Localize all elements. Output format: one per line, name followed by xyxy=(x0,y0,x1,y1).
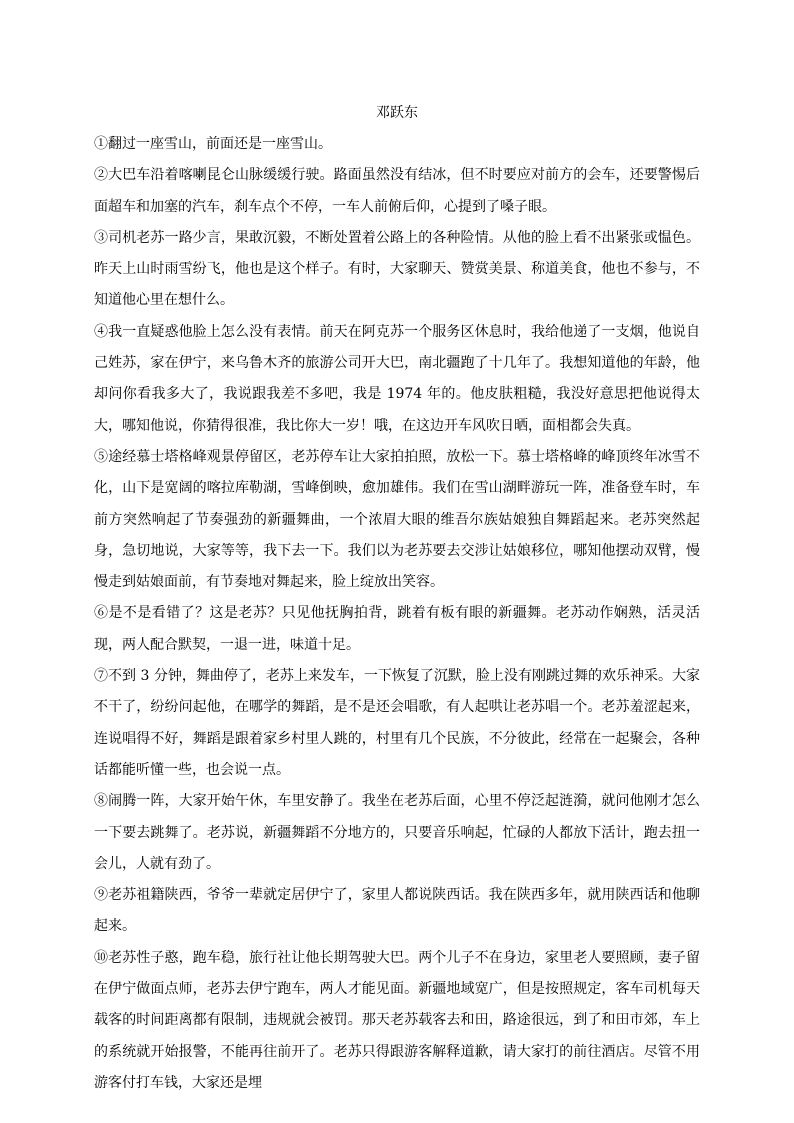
paragraph-3: ③司机老苏一路少言，果敢沉毅，不断处置着公路上的各种险情。从他的脸上看不出紧张或愠色。昨天上山时雨雪纷飞，他也是这个样子。有时，大家聊天、赞赏美景、称道美食，他也不参与，不知道他心里在想什么。 xyxy=(94,229,700,309)
paragraph-7: ⑦不到 3 分钟，舞曲停了，老苏上来发车，一下恢复了沉默，脸上没有刚跳过舞的欢乐神采。大家不干了，纷纷问起他，在哪学的舞蹈，是不是还会唱歌，有人起哄让老苏唱一个。老苏羞涩起来，连说唱得不好，舞蹈是跟着家乡村里人跳的，村里有几个民族，不分彼此，经常在一起聚会，各种话都能听懂一些，也会说一点。 xyxy=(94,668,700,778)
paragraph-2: ②大巴车沿着喀喇昆仑山脉缓缓行驶。路面虽然没有结冰，但不时要应对前方的会车，还要警惕后面超车和加塞的汽车，刹车点个不停，一车人前俯后仰，心提到了嗓子眼。 xyxy=(94,167,700,215)
paragraph-4: ④我一直疑惑他脸上怎么没有表情。前天在阿克苏一个服务区休息时，我给他递了一支烟，他说自己姓苏，家在伊宁，来乌鲁木齐的旅游公司开大巴，南北疆跑了十几年了。我想知道他的年龄，他却问你看我多大了，我说跟我差不多吧，我是 1974 年的。他皮肤粗糙，我没好意思把他说得太大，哪知他说，你猜得很准，我比你大一岁！哦，在这边开车风吹日晒，面相都会失真。 xyxy=(94,323,700,434)
paragraph-9: ⑨老苏祖籍陕西，爷爷一辈就定居伊宁了，家里人都说陕西话。我在陕西多年，就用陕西话和他聊起来。 xyxy=(94,887,700,935)
paragraph-6: ⑥是不是看错了？这是老苏？只见他抚胸拍背，跳着有板有眼的新疆舞。老苏动作娴熟，活灵活现，两人配合默契，一退一进，味道十足。 xyxy=(94,605,700,653)
paragraph-5: ⑤途经慕士塔格峰观景停留区，老苏停车让大家拍拍照，放松一下。慕士塔格峰的峰顶终年冰雪不化，山下是宽阔的喀拉库勒湖，雪峰倒映，愈加雄伟。我们在雪山湖畔游玩一阵，准备登车时，车前方突然响起了节奏强劲的新疆舞曲，一个浓眉大眼的维吾尔族姑娘独自舞蹈起来。老苏突然起身，急切地说，大家等等，我下去一下。我们以为老苏要去交涉让姑娘移位，哪知他摆动双臂，慢慢走到姑娘面前，有节奏地对舞起来，脸上绽放出笑容。 xyxy=(94,448,700,591)
author-name: 邓跃东 xyxy=(376,105,418,121)
paragraph-8: ⑧闹腾一阵，大家开始午休，车里安静了。我坐在老苏后面，心里不停泛起涟漪，就问他刚才怎么一下要去跳舞了。老苏说，新疆舞蹈不分地方的，只要音乐响起，忙碌的人都放下活计，跑去扭一会儿，人就有劲了。 xyxy=(94,793,700,872)
article-body xyxy=(94,129,700,1099)
paragraph-10: ⑩老苏性子憨，跑车稳，旅行社让他长期驾驶大巴。两个儿子不在身边，家里老人要照顾，妻子留在伊宁做面点师，老苏去伊宁跑车，两人才能见面。新疆地域宽广，但是按照规定，客车司机每天载客的时间距离都有限制，违规就会被罚。那天老苏载客去和田，路途很远，到了和田市郊，车上的系统就开始报警，不能再往前开了。老苏只得跟游客解释道歉，请大家打的前往酒店。尽管不用游客付打车钱，大家还是埋 xyxy=(94,949,700,1091)
paragraph-1: ①翻过一座雪山，前面还是一座雪山。 xyxy=(94,136,332,152)
